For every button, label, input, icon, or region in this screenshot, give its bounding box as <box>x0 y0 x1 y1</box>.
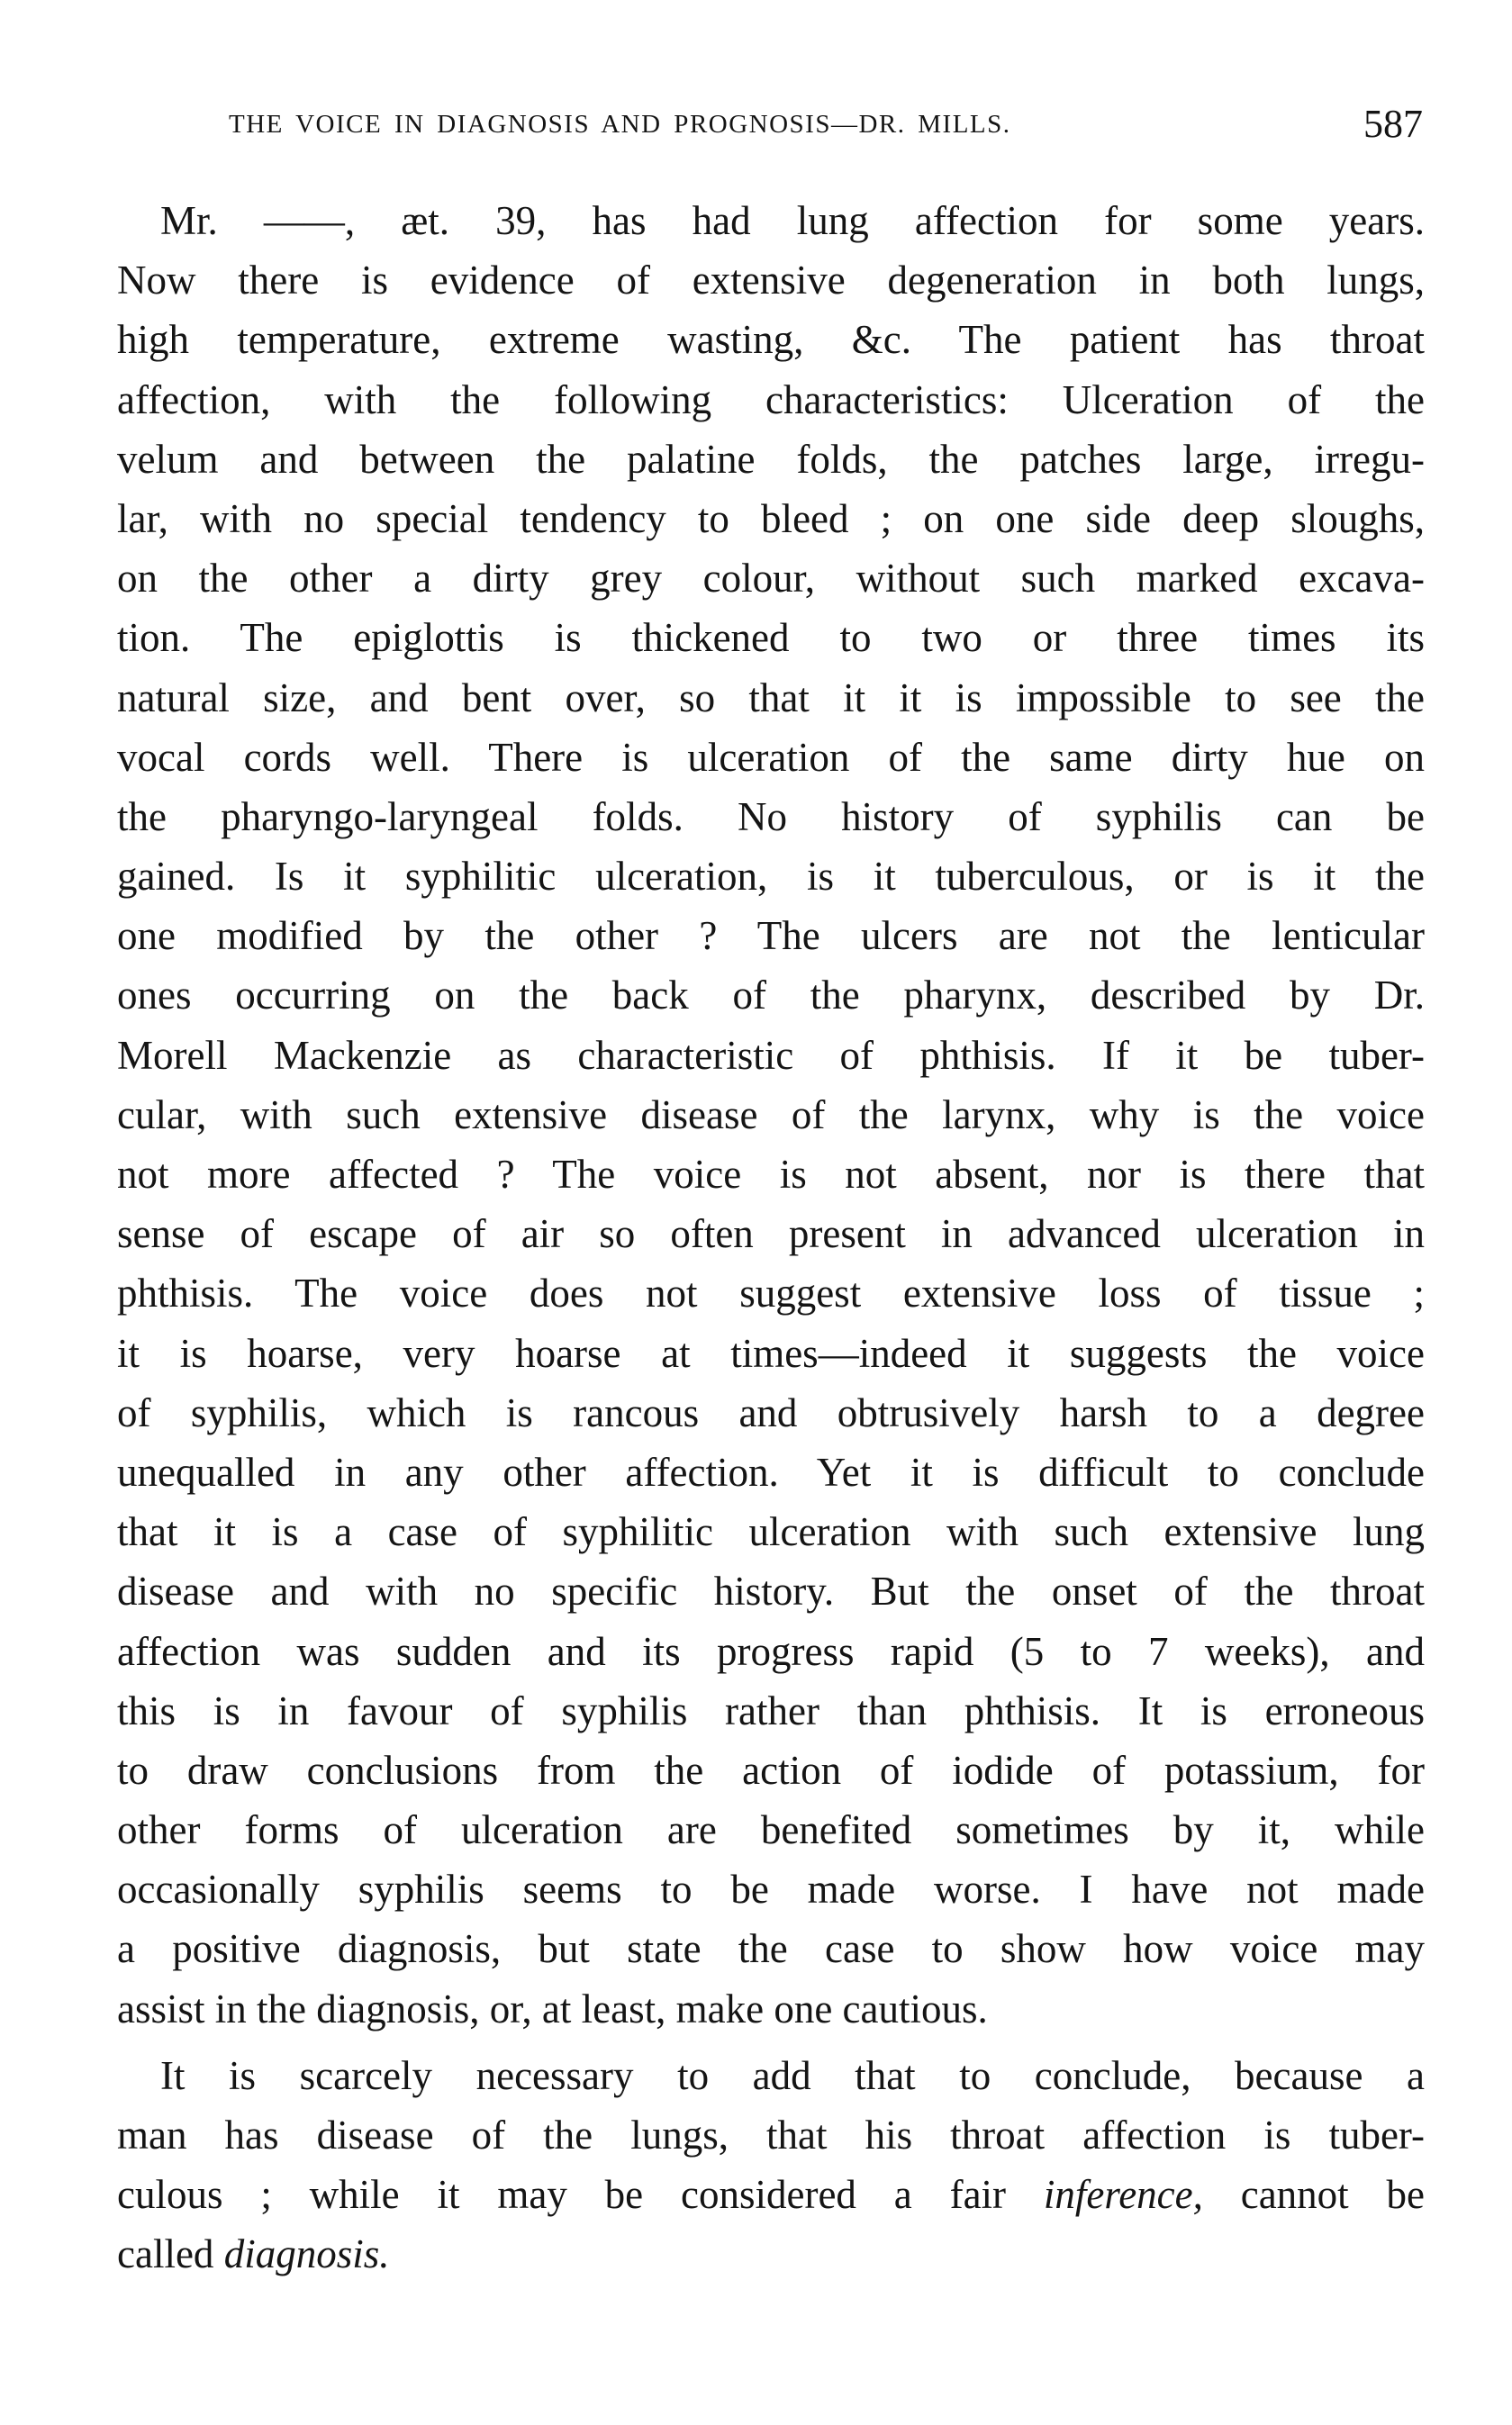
text-run: cannot be <box>1202 2172 1426 2218</box>
text-line: the pharyngo-laryngeal folds. No history of syphilis can be <box>117 793 1425 839</box>
page-number: 587 <box>1363 102 1423 146</box>
running-title: THE VOICE IN DIAGNOSIS AND PROGNOSIS—DR. MILLS. <box>229 110 1011 139</box>
text-line: It is scarcely necessary to add that to conclude, because a <box>160 2052 1425 2098</box>
text-line: phthisis. The voice does not suggest extensive loss of tissue ; <box>117 1271 1425 1317</box>
text-line: Now there is evidence of extensive degeneration in both lungs, <box>117 258 1425 303</box>
text-line: that it is a case of syphilitic ulceration with such extensive lung <box>117 1509 1425 1555</box>
text-line: one modified by the other ? The ulcers are not the lenticular <box>117 913 1425 959</box>
text-line: on the other a dirty grey colour, without such marked excava- <box>117 556 1425 602</box>
text-line: not more affected ? The voice is not absent, nor is there that <box>117 1152 1425 1197</box>
paragraph-conclusion <box>117 2046 1425 2285</box>
text-line: occasionally syphilis seems to be made worse. I have not made <box>117 1867 1425 1913</box>
text-line: to draw conclusions from the action of iodide of potassium, for <box>117 1747 1425 1793</box>
text-line: lar, with no special tendency to bleed ; on one side deep sloughs, <box>117 495 1425 541</box>
text-line: this is in favour of syphilis rather than phthisis. It is erroneous <box>117 1688 1425 1733</box>
text-run: culous ; while it may be considered a fair <box>117 2172 1007 2218</box>
text-line: disease and with no specific history. But the onset of the throat <box>117 1569 1425 1615</box>
text-line: a positive diagnosis, but state the case to show how voice may <box>117 1926 1425 1972</box>
text-line: it is hoarse, very hoarse at times—indeed it suggests the voice <box>117 1330 1425 1376</box>
text-line: Morell Mackenzie as characteristic of phthisis. If it be tuber- <box>117 1032 1425 1078</box>
text-line: cular, with such extensive disease of the larynx, why is the voice <box>117 1091 1425 1137</box>
text-line: high temperature, extreme wasting, &c. The patient has throat <box>117 317 1425 363</box>
text-line: other forms of ulceration are benefited sometimes by it, while <box>117 1807 1425 1853</box>
text-line: sense of escape of air so often present in advanced ulceration in <box>117 1211 1425 1257</box>
text-line: unequalled in any other affection. Yet it is difficult to conclude <box>117 1449 1425 1495</box>
italic-term-diagnosis: diagnosis. <box>223 2231 390 2277</box>
italic-term-inference: inference, <box>1043 2172 1203 2218</box>
text-line: gained. Is it syphilitic ulceration, is it tuberculous, or is it the <box>117 854 1425 900</box>
text-line: natural size, and bent over, so that it it is impossible to see the <box>117 674 1425 720</box>
text-run: called <box>117 2231 224 2277</box>
text-line <box>117 2224 1425 2284</box>
text-line: ones occurring on the back of the pharynx, described by Dr. <box>117 973 1425 1018</box>
paragraph-case-report <box>117 191 1425 2039</box>
text-line: of syphilis, which is rancous and obtrusively harsh to a degree <box>117 1389 1425 1435</box>
text-line: assist in the diagnosis, or, at least, make one cautious. <box>117 1986 988 2031</box>
running-head <box>117 101 1432 155</box>
text-line: velum and between the palatine folds, the patches large, irregu- <box>117 436 1425 482</box>
text-line: affection was sudden and its progress rapid (5 to 7 weeks), and <box>117 1628 1425 1674</box>
text-line: vocal cords well. There is ulceration of the same dirty hue on <box>117 734 1425 780</box>
paragraph-gap <box>117 2039 1425 2046</box>
text-line: man has disease of the lungs, that his throat affection is tuber- <box>117 2113 1425 2158</box>
text-line: Mr. ——, æt. 39, has had lung affection for some years. <box>160 198 1425 243</box>
text-line: affection, with the following characteristics: Ulceration of the <box>117 376 1425 422</box>
text-line: tion. The epiglottis is thickened to two or three times its <box>117 615 1425 661</box>
body-text <box>117 191 1425 2285</box>
text-line <box>117 2165 1425 2224</box>
